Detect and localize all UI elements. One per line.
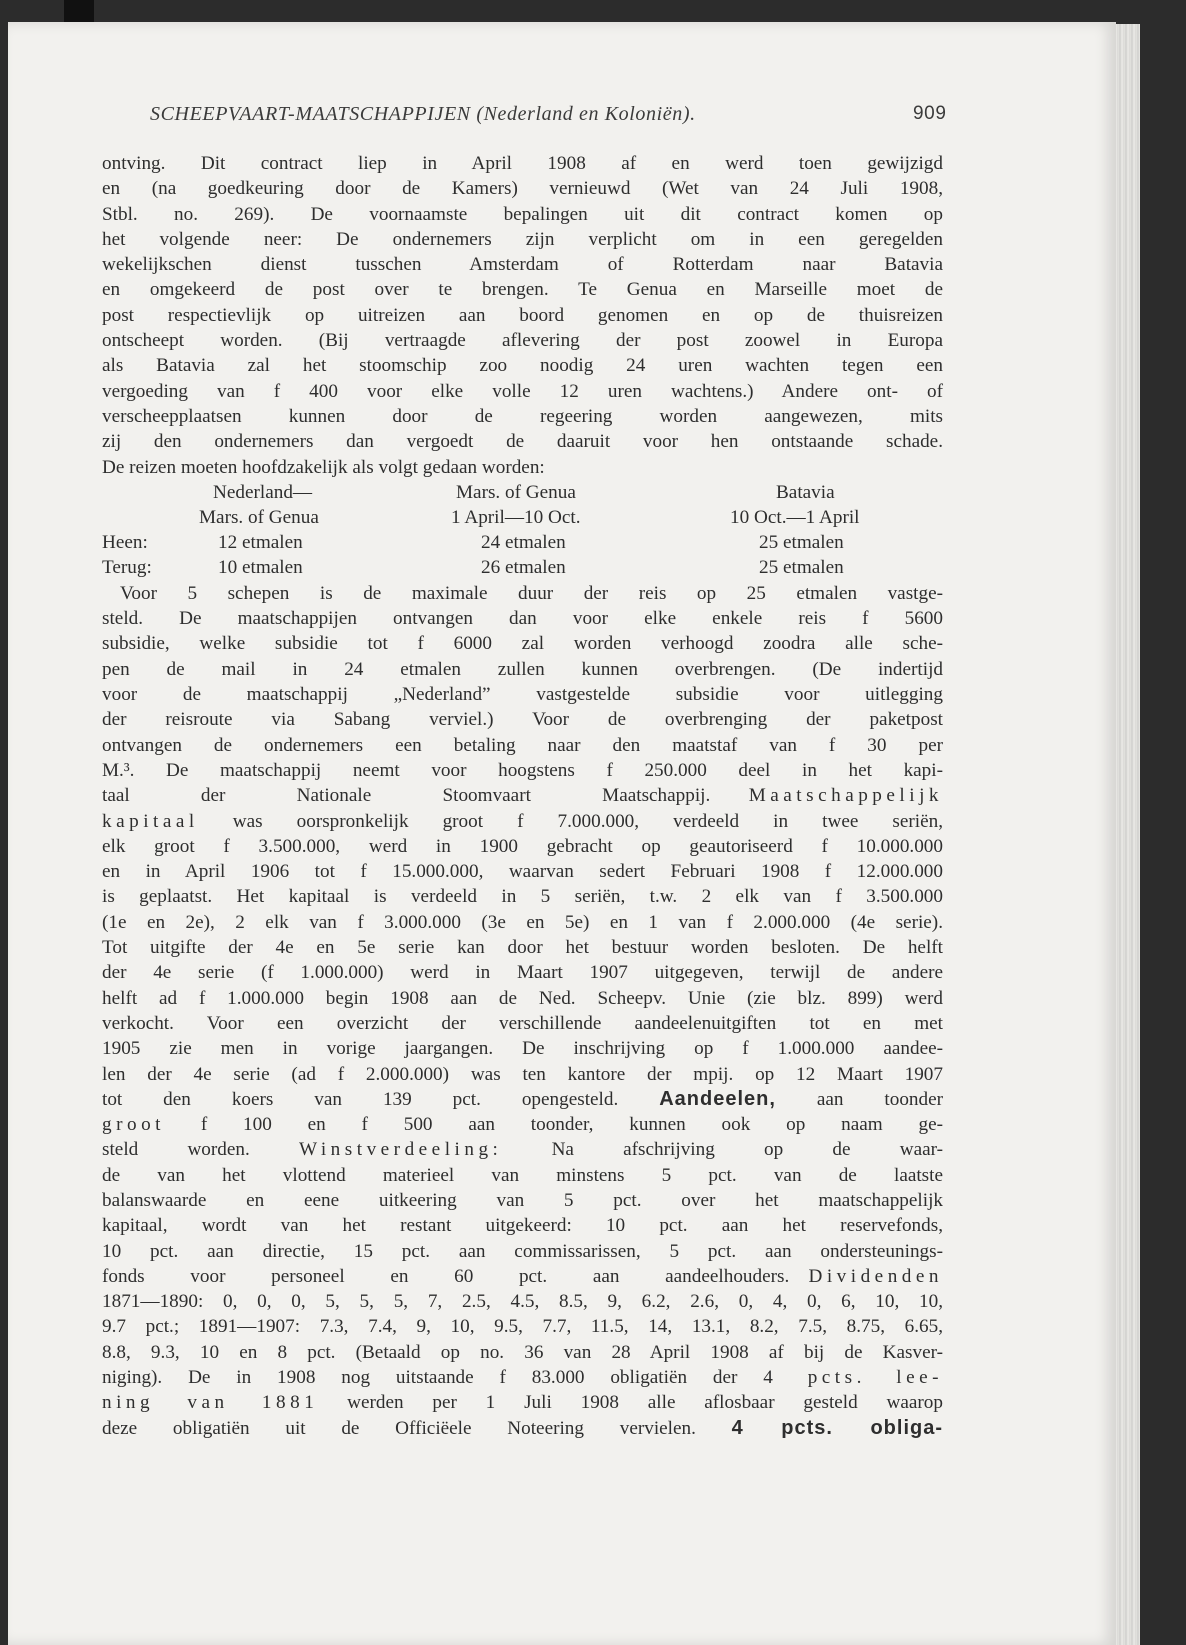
table-head-col2-line2: 1 April—10 Oct. (451, 506, 581, 528)
text-run: fonds voor personeel en 60 pct. aan aandeelhouders. (102, 1265, 790, 1287)
text-line: vergoeding van f 400 voor elke volle 12 uren wachtens.) Andere ont- of (102, 380, 943, 402)
table-head-col2-line1: Mars. of Genua (456, 481, 576, 503)
table-cell: 25 etmalen (759, 556, 844, 578)
table-cell: 12 etmalen (218, 531, 303, 553)
table-cell: 26 etmalen (481, 556, 566, 578)
text-run: steld worden. (102, 1139, 250, 1161)
text-line (102, 1416, 943, 1441)
text-run: Na afschrijving op de waar- (551, 1139, 943, 1161)
table-cell: 10 etmalen (218, 556, 303, 578)
table-head-col3-line2: 10 Oct.—1 April (730, 506, 860, 528)
text-line: 10 pct. aan directie, 15 pct. aan commissarissen, 5 pct. aan ondersteunings- (102, 1240, 943, 1262)
text-line (102, 1112, 943, 1137)
running-title: SCHEEPVAART-MAATSCHAPPIJEN (Nederland en Koloniën). (150, 103, 696, 125)
heading-groot: groot (102, 1114, 166, 1136)
text-line: balanswaarde en eene uitkeering van 5 pct. over het maatschappelijk (102, 1189, 943, 1211)
text-line: len der 4e serie (ad f 2.000.000) was ten kantore der mpij. op 12 Maart 1907 (102, 1063, 943, 1085)
table-row-label: Terug: (102, 556, 152, 578)
text-line: 8.8, 9.3, 10 en 8 pct. (Betaald op no. 36 van 28 April 1908 af bij de Kasver- (102, 1341, 943, 1363)
text-line: post respectievlijk op uitreizen aan boord genomen en op de thuisreizen (102, 304, 943, 326)
text-line: kapitaal, wordt van het restant uitgekeerd: 10 pct. aan het reservefonds, (102, 1215, 943, 1237)
text-line: het volgende neer: De ondernemers zijn verplicht om in een geregelden (102, 228, 943, 250)
table-head-col1-line2: Mars. of Genua (199, 506, 319, 528)
heading-maatschappelijk: Maatschappelijk (748, 785, 943, 807)
text-line: der 4e serie (f 1.000.000) werd in Maart 1907 uitgegeven, terwijl de andere (102, 962, 943, 984)
text-line: ontving. Dit contract liep in April 1908 af en werd toen gewijzigd (102, 153, 943, 174)
text-line: en (na goedkeuring door de Kamers) vernieuwd (Wet van 24 Juli 1908, (102, 178, 943, 200)
text-line: der reisroute via Sabang verviel.) Voor de overbrenging der paketpost (102, 709, 943, 731)
text-line: Voor 5 schepen is de maximale duur der reis op 25 etmalen vastge- (120, 582, 943, 604)
voyage-table (102, 480, 943, 581)
text-line: de van het vlottend materieel van minstens 5 pct. van de laatste (102, 1164, 943, 1186)
paragraph-subsidy (102, 581, 943, 1441)
text-line (102, 1087, 943, 1112)
running-head (150, 103, 950, 126)
text-line: 9.7 pct.; 1891—1907: 7.3, 7.4, 9, 10, 9.5, 7.7, 11.5, 14, 13.1, 8.2, 7.5, 8.75, 6.65, (102, 1316, 943, 1338)
text-line (102, 1264, 943, 1289)
text-line: voor de maatschappij „Nederland” vastgestelde subsidie voor uitlegging (102, 684, 943, 706)
text-line: 1871—1890: 0, 0, 0, 5, 5, 5, 7, 2.5, 4.5, 8.5, 9, 6.2, 2.6, 0, 4, 0, 6, 10, 10, (102, 1291, 943, 1313)
table-cell: 25 etmalen (759, 531, 844, 553)
paragraph-contract (102, 151, 943, 480)
text-run: werden per 1 Juli 1908 alle aflosbaar gesteld waarop (347, 1392, 943, 1414)
text-line: verkocht. Voor een overzicht der verschillende aandeelenuitgiften tot en met (102, 1012, 943, 1034)
heading-4pcts-leening: 4 pcts. lee- (763, 1367, 943, 1389)
table-row-label: Heen: (102, 531, 148, 553)
table-head-col1-line1: Nederland— (213, 481, 313, 503)
text-line: steld. De maatschappijen ontvangen dan voor elke enkele reis f 5600 (102, 608, 943, 630)
heading-winstverdeeling: Winstverdeeling: (299, 1139, 503, 1161)
body-text (102, 151, 943, 1441)
heading-dividenden: Dividenden (808, 1265, 943, 1287)
text-run: taal der Nationale Stoomvaart Maatschappij. (102, 785, 711, 807)
table-head-col3-line1: Batavia (776, 481, 835, 503)
text-line: is geplaatst. Het kapitaal is verdeeld in 5 seriën, t.w. 2 elk van f 3.500.000 (102, 886, 943, 908)
text-run: niging). De in 1908 nog uitstaande f 83.000 obligatiën der (102, 1367, 738, 1389)
text-line: en in April 1906 tot f 15.000.000, waarvan sedert Februari 1908 f 12.000.000 (102, 861, 943, 883)
heading-aandeelen: Aandeelen, (659, 1087, 776, 1110)
text-line: M.³. De maatschappij neemt voor hoogstens f 250.000 deel in het kapi- (102, 759, 943, 781)
text-run: f 100 en f 500 aan toonder, kunnen ook op naam ge- (200, 1114, 943, 1136)
text-run: tot den koers van 139 pct. opengesteld. (102, 1088, 619, 1110)
text-line: 1905 zie men in vorige jaargangen. De inschrijving op f 1.000.000 aandee- (102, 1038, 943, 1060)
text-line: als Batavia zal het stoomschip zoo noodig 24 uren wachten tegen een (102, 355, 943, 377)
text-line: Stbl. no. 269). De voornaamste bepalingen uit dit contract komen op (102, 203, 943, 225)
text-line: elk groot f 3.500.000, werd in 1900 gebracht op geautoriseerd f 10.000.000 (102, 835, 943, 857)
text-line: pen de mail in 24 etmalen zullen kunnen overbrengen. (De indertijd (102, 658, 943, 680)
text-run: deze obligatiën uit de Officiëele Noteering vervielen. (102, 1417, 696, 1439)
text-line: ontscheept worden. (Bij vertraagde aflevering der post zoowel in Europa (102, 330, 943, 352)
text-line: verscheepplaatsen kunnen door de regeering worden aangewezen, mits (102, 405, 943, 427)
text-line (102, 809, 943, 834)
text-line (102, 1365, 943, 1390)
text-line (102, 1390, 943, 1415)
text-run: was oorspronkelijk groot f 7.000.000, verdeeld in twee seriën, (232, 810, 943, 832)
heading-leening-1881: ning van 1881 (102, 1392, 319, 1414)
text-line: helft ad f 1.000.000 begin 1908 aan de Ned. Scheepv. Unie (zie blz. 899) werd (102, 987, 943, 1009)
text-line: Tot uitgifte der 4e en 5e serie kan door het bestuur worden besloten. De helft (102, 937, 943, 959)
text-run: aan toonder (816, 1088, 944, 1110)
binding-mark (64, 0, 94, 24)
text-line: zij den ondernemers dan vergoedt de daaruit voor hen ontstaande schade. (102, 431, 943, 453)
text-line: De reizen moeten hoofdzakelijk als volgt gedaan worden: (102, 456, 545, 478)
table-cell: 24 etmalen (481, 531, 566, 553)
text-line (102, 1137, 943, 1162)
text-line (102, 783, 943, 808)
heading-kapitaal: kapitaal (102, 810, 199, 832)
text-line: wekelijkschen dienst tusschen Amsterdam of Rotterdam naar Batavia (102, 254, 943, 276)
page-number: 909 (913, 103, 947, 124)
text-line: en omgekeerd de post over te brengen. Te Genua en Marseille moet de (102, 279, 943, 301)
text-line: (1e en 2e), 2 elk van f 3.000.000 (3e en 5e) en 1 van f 2.000.000 (4e serie). (102, 911, 943, 933)
text-line: ontvangen de ondernemers een betaling naar den maatstaf van f 30 per (102, 734, 943, 756)
text-line: subsidie, welke subsidie tot f 6000 zal worden verhoogd zoodra alle sche- (102, 633, 943, 655)
heading-obligatien: 4 pcts. obliga- (731, 1416, 943, 1439)
